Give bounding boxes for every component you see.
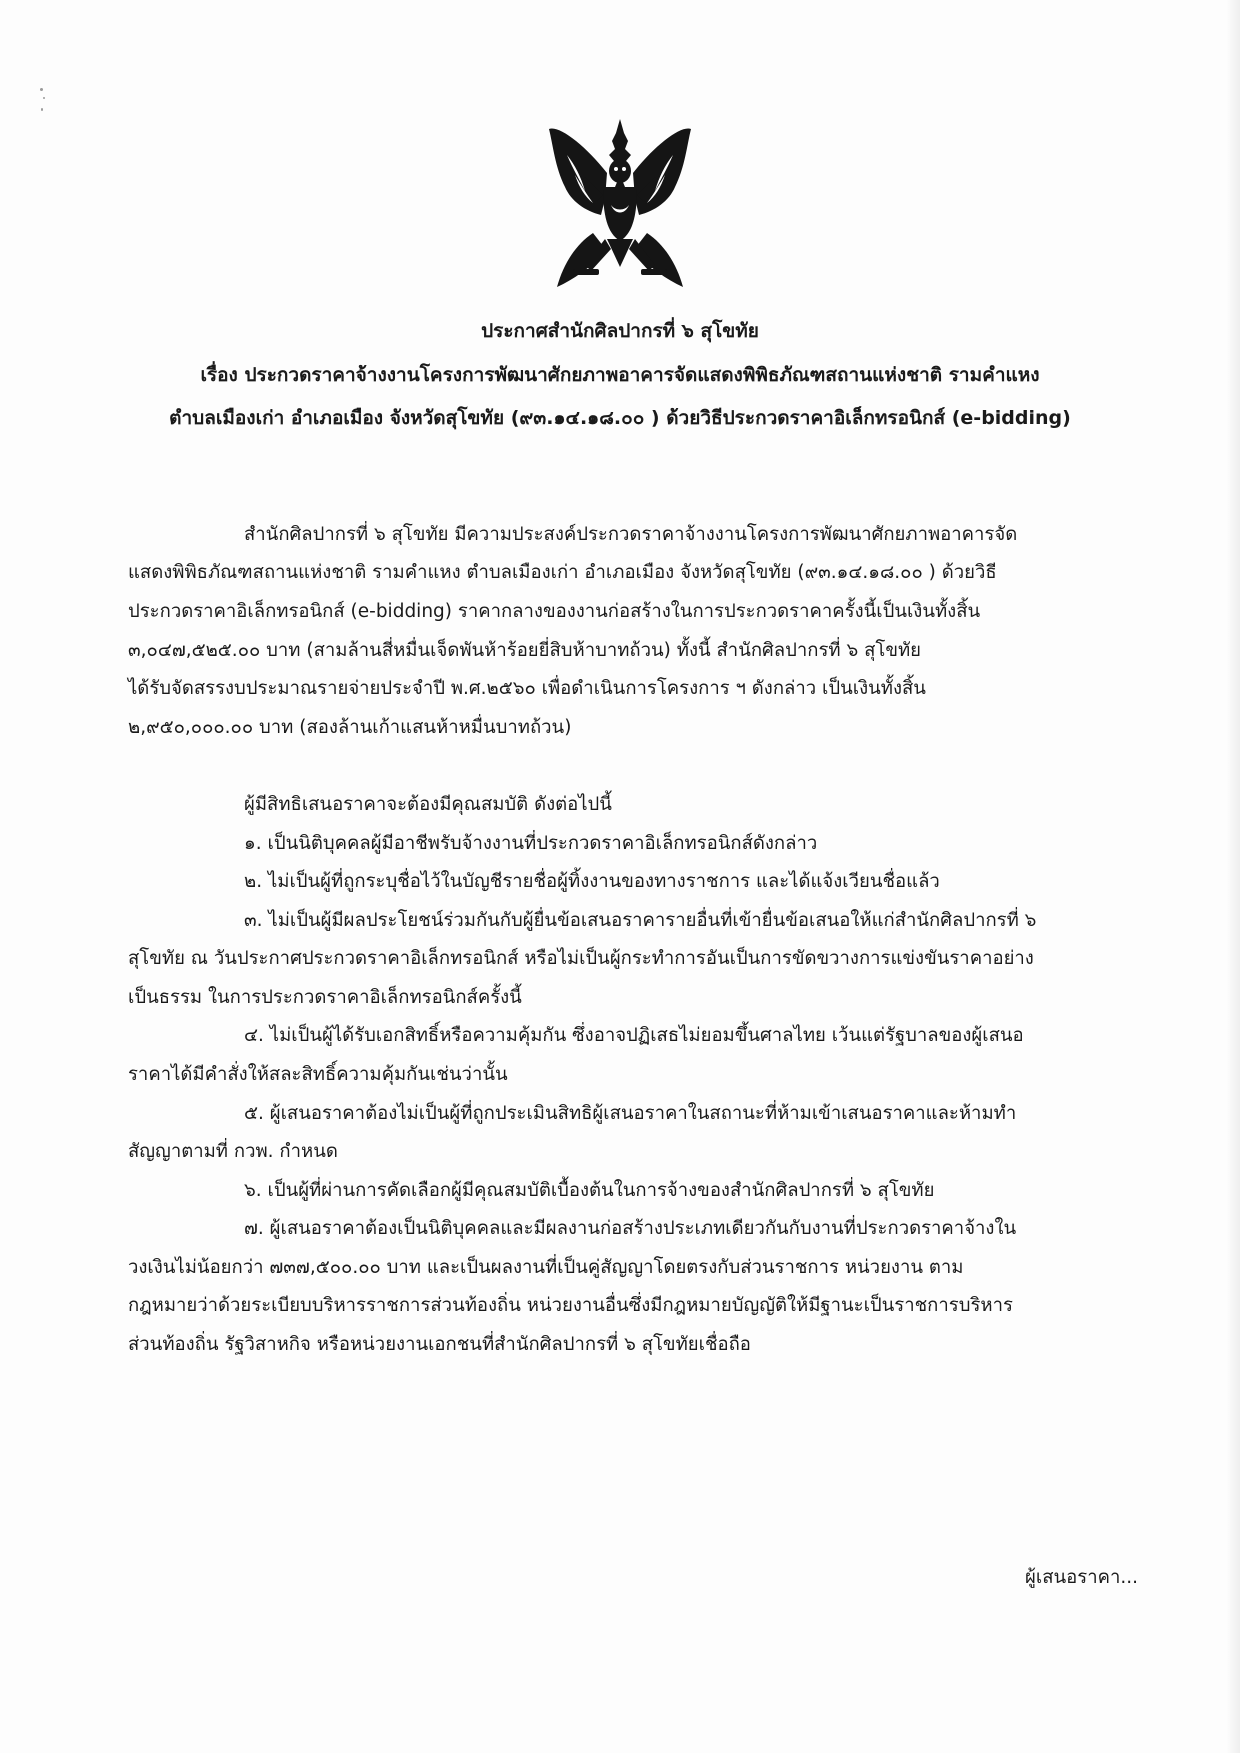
qualification-item-4: ๔. ไม่เป็นผู้ได้รับเอกสิทธิ์หรือความคุ้มกัน ซึ่งอาจปฏิเสธไม่ยอมขึ้นศาลไทย เว้นแต่รัฐบาลของผู้เสนอ: [244, 1025, 1024, 1046]
qualification-item-5: ๕. ผู้เสนอราคาต้องไม่เป็นผู้ที่ถูกประเมินสิทธิผู้เสนอราคาในสถานะที่ห้ามเข้าเสนอราคาและห้ามทำ: [244, 1103, 1017, 1124]
scan-speck: [43, 97, 45, 99]
scan-speck: [41, 108, 43, 111]
para1-line: ได้รับจัดสรรงบประมาณรายจ่ายประจำปี พ.ศ.๒๕๖๐ เพื่อดำเนินการโครงการ ฯ ดังกล่าว เป็นเงินทั้งสิ้น: [128, 678, 926, 699]
qualification-item-7-cont: วงเงินไม่น้อยกว่า ๗๓๗,๕๐๐.๐๐ บาท และเป็นผลงานที่เป็นคู่สัญญาโดยตรงกับส่วนราชการ หน่วยงาน ตาม: [128, 1257, 964, 1278]
qualifications-intro: ผู้มีสิทธิเสนอราคาจะต้องมีคุณสมบัติ ดังต่อไปนี้: [244, 794, 612, 815]
scan-edge-shadow: [1226, 0, 1240, 1753]
qualification-item-3-cont: เป็นธรรม ในการประกวดราคาอิเล็กทรอนิกส์ครั้งนี้: [128, 987, 522, 1008]
qualification-item-3-cont: สุโขทัย ณ วันประกาศประกวดราคาอิเล็กทรอนิกส์ หรือไม่เป็นผู้กระทำการอันเป็นการขัดขวางการแข่งขันราคาอย่าง: [128, 948, 1034, 969]
para1-line: ๒,๙๕๐,๐๐๐.๐๐ บาท (สองล้านเก้าแสนห้าหมื่นบาทถ้วน): [128, 717, 572, 738]
para1-line: ประกวดราคาอิเล็กทรอนิกส์ (e-bidding) ราคากลางของงานก่อสร้างในการประกวดราคาครั้งนี้เป็นเงินทั้งสิ้น: [128, 601, 981, 622]
announcement-subject-line2: ตำบลเมืองเก่า อำเภอเมือง จังหวัดสุโขทัย (๙๓.๑๔.๑๘.๐๐ ) ด้วยวิธีประกวดราคาอิเล็กทรอนิกส์ (e-bidding): [169, 407, 1071, 429]
announcement-title: ประกาศสำนักศิลปากรที่ ๖ สุโขทัย: [481, 320, 759, 342]
qualification-item-7-cont: กฎหมายว่าด้วยระเบียบบริหารราชการส่วนท้องถิ่น หน่วยงานอื่นซึ่งมีกฎหมายบัญญัติให้มีฐานะเป็นราชการบริหาร: [128, 1295, 1013, 1316]
qualification-item-2: ๒. ไม่เป็นผู้ที่ถูกระบุชื่อไว้ในบัญชีรายชื่อผู้ทิ้งงานของทางราชการ และได้แจ้งเวียนชื่อแล้ว: [244, 871, 940, 892]
qualification-item-3: ๓. ไม่เป็นผู้มีผลประโยชน์ร่วมกันกับผู้ยื่นข้อเสนอราคารายอื่นที่เข้ายื่นข้อเสนอให้แก่สำนักศิลปากรที่ ๖: [244, 910, 1037, 931]
para1-line: สำนักศิลปากรที่ ๖ สุโขทัย มีความประสงค์ประกวดราคาจ้างงานโครงการพัฒนาศักยภาพอาคารจัด: [244, 524, 1018, 545]
page-continuation: ผู้เสนอราคา...: [1025, 1567, 1138, 1588]
qualification-item-4-cont: ราคาได้มีคำสั่งให้สละสิทธิ์ความคุ้มกันเช่นว่านั้น: [128, 1064, 508, 1085]
garuda-emblem-icon: [545, 115, 695, 295]
qualification-item-1: ๑. เป็นนิติบุคคลผู้มีอาชีพรับจ้างงานที่ประกวดราคาอิเล็กทรอนิกส์ดังกล่าว: [244, 833, 818, 854]
qualification-item-6: ๖. เป็นผู้ที่ผ่านการคัดเลือกผู้มีคุณสมบัติเบื้องต้นในการจ้างของสำนักศิลปากรที่ ๖ สุโขทัย: [244, 1180, 935, 1201]
para1-line: แสดงพิพิธภัณฑสถานแห่งชาติ รามคำแหง ตำบลเมืองเก่า อำเภอเมือง จังหวัดสุโขทัย (๙๓.๑๔.๑๘.๐๐ ) ด้วยวิธี: [128, 562, 997, 583]
qualification-item-7: ๗. ผู้เสนอราคาต้องเป็นนิติบุคคลและมีผลงานก่อสร้างประเภทเดียวกันกับงานที่ประกวดราคาจ้างใน: [244, 1218, 1017, 1239]
qualification-item-5-cont: สัญญาตามที่ กวพ. กำหนด: [128, 1141, 338, 1162]
para1-line: ๓,๐๔๗,๕๒๕.๐๐ บาท (สามล้านสี่หมื่นเจ็ดพันห้าร้อยยี่สิบห้าบาทถ้วน) ทั้งนี้ สำนักศิลปากรที่ ๖ สุโขทัย: [128, 640, 921, 661]
announcement-subject-line1: เรื่อง ประกวดราคาจ้างงานโครงการพัฒนาศักยภาพอาคารจัดแสดงพิพิธภัณฑสถานแห่งชาติ รามคำแหง: [200, 364, 1040, 386]
scan-speck: [40, 88, 43, 91]
qualification-item-7-cont: ส่วนท้องถิ่น รัฐวิสาหกิจ หรือหน่วยงานเอกชนที่สำนักศิลปากรที่ ๖ สุโขทัยเชื่อถือ: [128, 1334, 751, 1355]
